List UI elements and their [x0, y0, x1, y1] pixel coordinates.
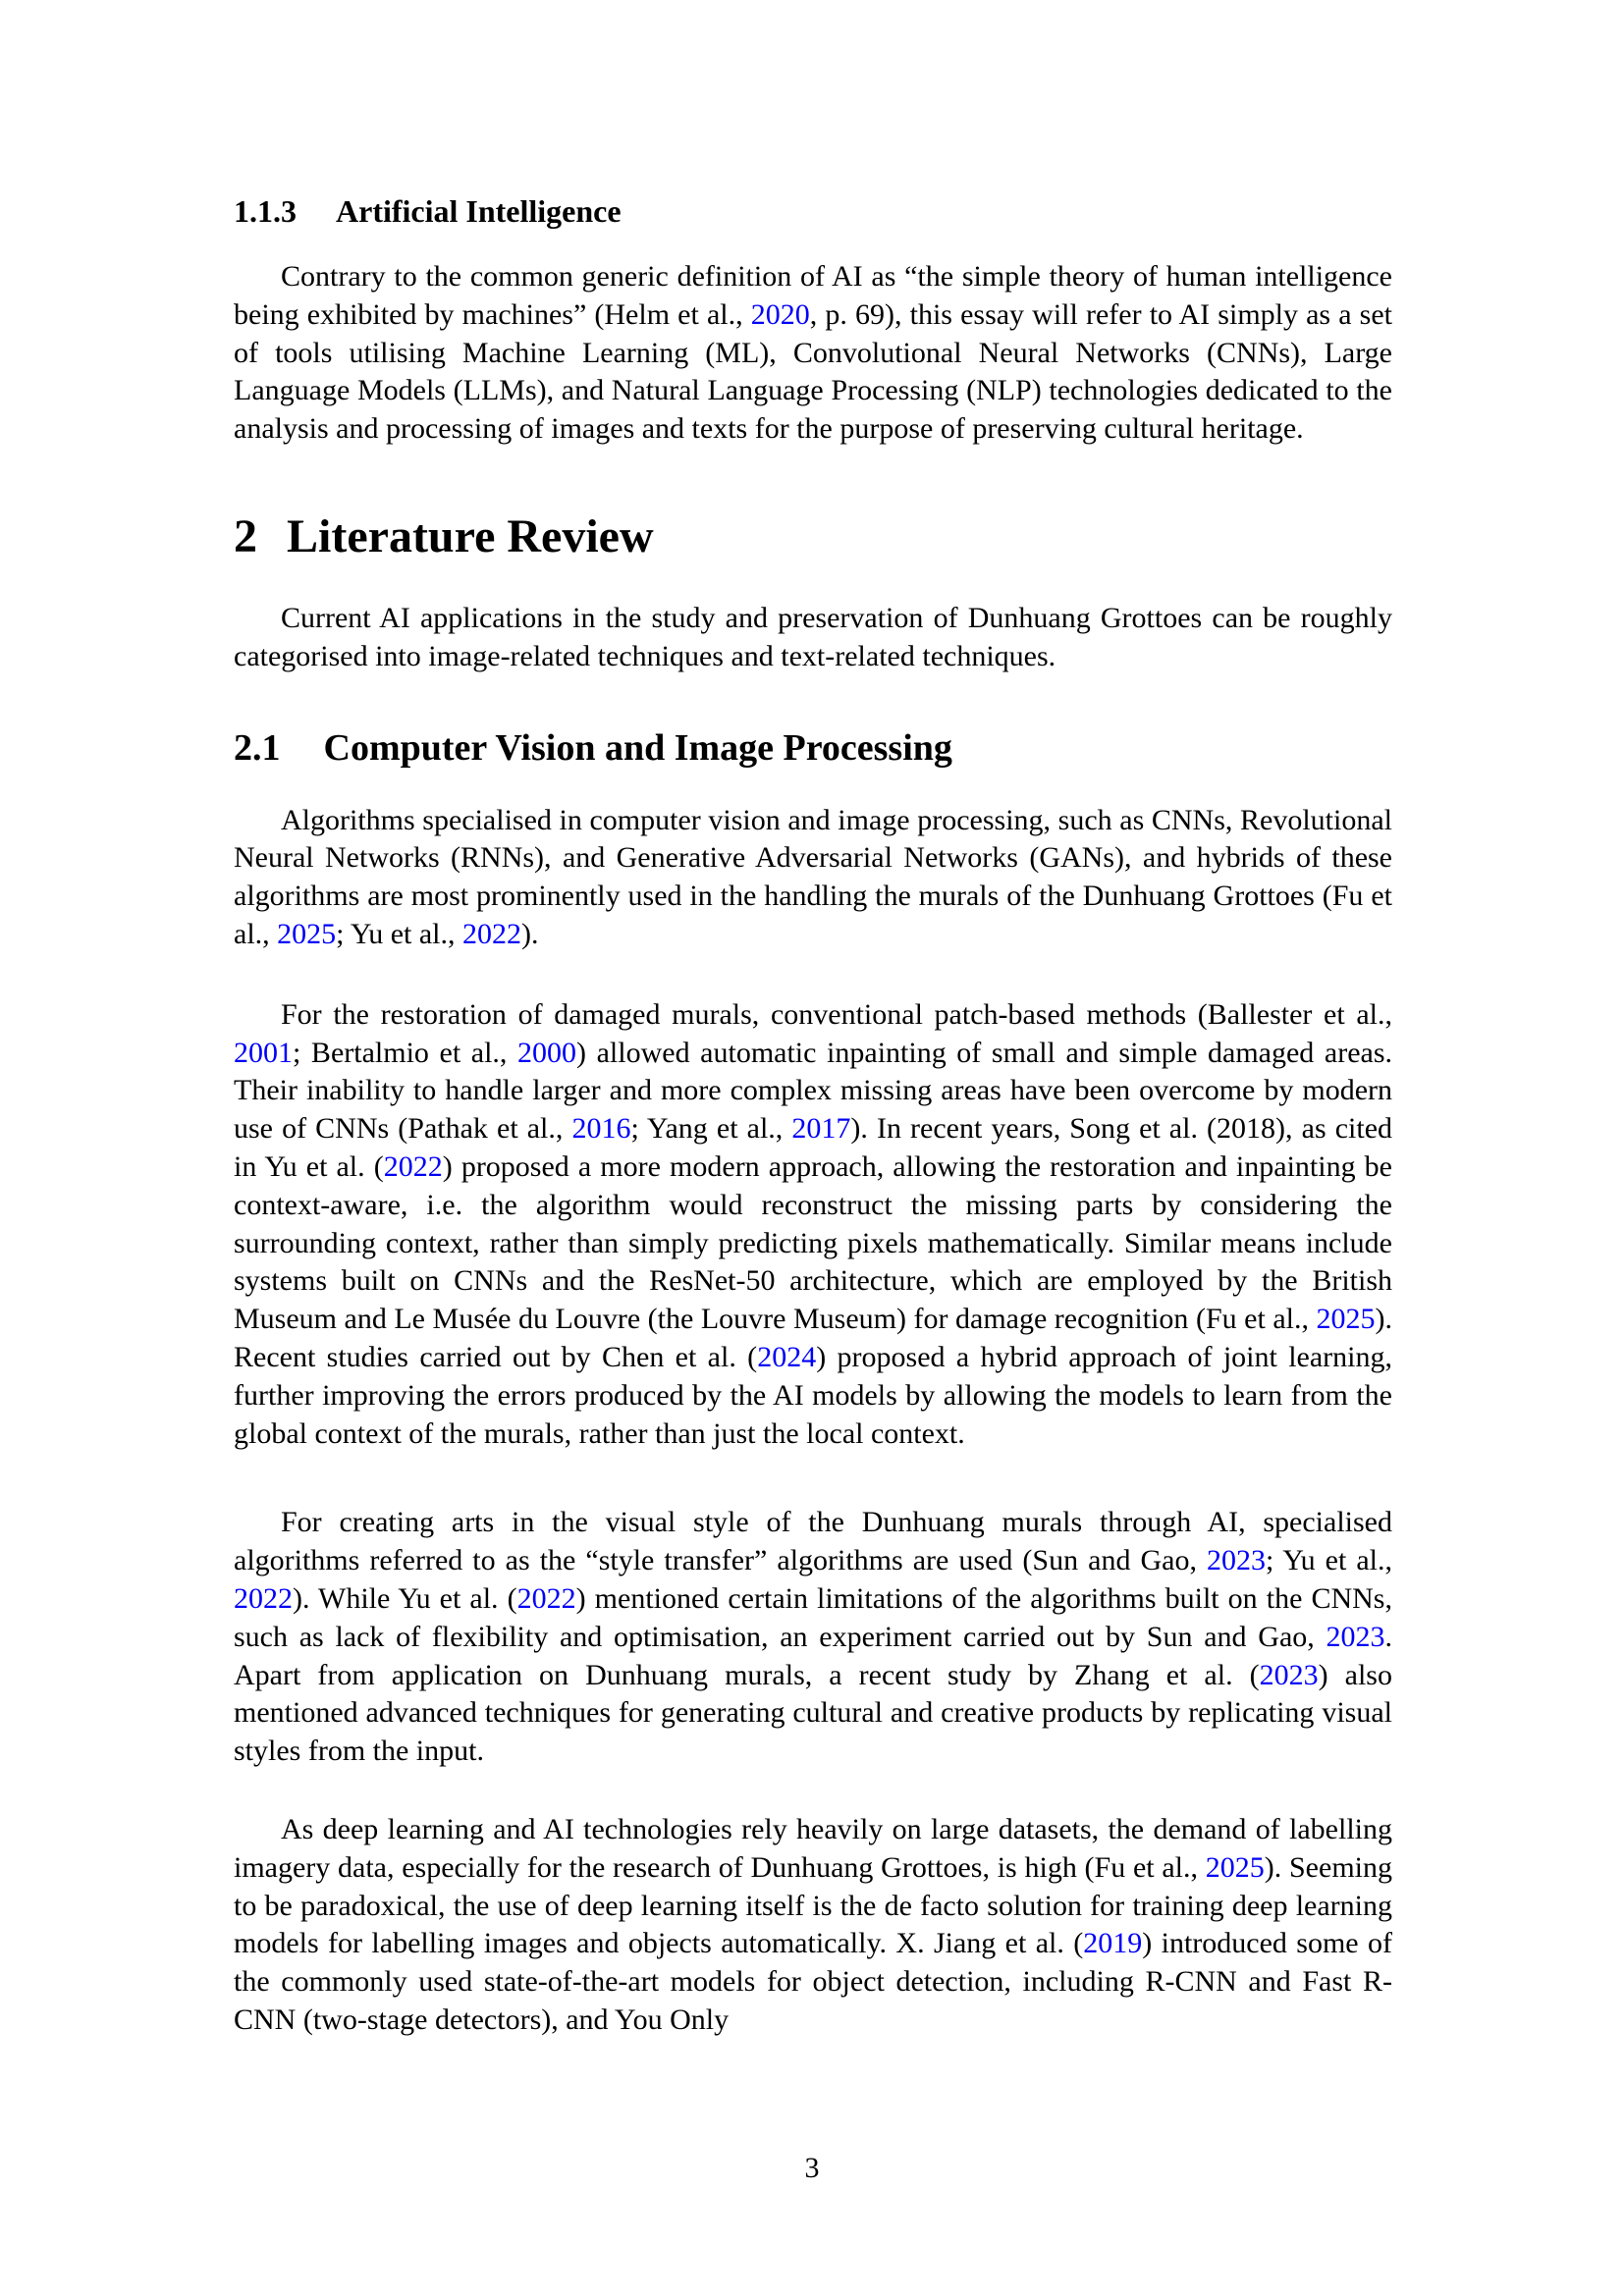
citation-link[interactable]: 2019: [1083, 1927, 1143, 1960]
section-heading: [234, 509, 1392, 564]
text-run: Current AI applications in the study and preservation of Dunhuang Grottoes can be roughly categorised into image-related techniques and text-related techniques.: [234, 601, 1392, 672]
paragraph: [234, 600, 1392, 676]
citation-link[interactable]: 2022: [516, 1581, 576, 1615]
page-number: 3: [804, 2152, 820, 2184]
subsection-heading: [234, 725, 1392, 771]
text-run: ; Yang et al.,: [630, 1112, 792, 1146]
citation-link[interactable]: 2001: [234, 1036, 293, 1069]
text-run: ). In recent years, Song et al. (2018), as cited in Yu et al. (: [234, 1112, 1393, 1183]
citation-link[interactable]: 2022: [234, 1581, 293, 1615]
citation-link[interactable]: 2023: [1207, 1544, 1267, 1577]
text-run: ) proposed a hybrid approach of joint learning, further improving the errors produced by the AI models by allowing the models to learn from the global context of the murals, rather than just the local context.: [234, 1340, 1393, 1450]
text-run: For the restoration of damaged murals, conventional patch-based methods (Ballester et al.,: [281, 997, 1392, 1031]
citation-link[interactable]: 2000: [517, 1036, 577, 1069]
heading-title: Computer Vision and Image Processing: [323, 726, 952, 769]
citation-link[interactable]: 2022: [462, 917, 522, 950]
citation-link[interactable]: 2023: [1326, 1620, 1385, 1653]
citation-link[interactable]: 2016: [571, 1112, 631, 1146]
citation-link[interactable]: 2017: [791, 1112, 851, 1146]
text-run: As deep learning and AI technologies rely heavily on large datasets, the demand of labelling imagery data, especially for the research of Dunhuang Grottoes, is high (Fu et al.,: [234, 1812, 1392, 1884]
text-run: ). Recent studies carried out by Chen et al. (: [234, 1303, 1392, 1373]
text-run: ). Seeming to be paradoxical, the use of deep learning itself is the de facto solution for training deep learning models for labelling images and objects automatically. X. Jiang et al. (: [234, 1850, 1392, 1960]
text-run: ).: [521, 917, 539, 950]
text-run: Algorithms specialised in computer vision and image processing, such as CNNs, Revolutional Neural Networks (RNNs), and Generative Adversarial Networks (GANs), and hybrids of these algorithms are most prominently used in the handling the murals of the Dunhuang Grottoes (Fu et al.,: [234, 803, 1392, 950]
paragraph: [234, 1504, 1392, 1771]
subsubsection-heading: [234, 192, 1392, 230]
paragraph: [234, 1811, 1392, 2040]
text-run: ) allowed automatic inpainting of small and simple damaged areas. Their inability to handle larger and more complex missing areas have been overcome by modern use of CNNs (Pathak et al.,: [234, 1036, 1392, 1146]
text-run: , p. 69), this essay will refer to AI simply as a set of tools utilising Machine Learning (ML), Convolutional Neural Networks (CNNs), Large Language Models (LLMs), and Natural Language Processing (NLP) technologies dedicated to the analysis and processing of images and texts for the purpose of preserving cultural heritage.: [234, 297, 1392, 446]
text-run: For creating arts in the visual style of the Dunhuang murals through AI, specialised algorithms referred to as the “style transfer” algorithms are used (Sun and Gao,: [234, 1506, 1392, 1577]
citation-link[interactable]: 2025: [1205, 1850, 1265, 1884]
heading-number: 2: [234, 509, 257, 562]
text-run: Contrary to the common generic definition of AI as “the simple theory of human intelligence being exhibited by machines” (Helm et al.,: [234, 260, 1392, 331]
text-run: ). While Yu et al. (: [293, 1581, 517, 1615]
heading-title: Literature Review: [287, 509, 654, 562]
heading-number: 1.1.3: [234, 193, 297, 229]
paragraph: [234, 802, 1392, 954]
citation-link[interactable]: 2025: [1316, 1303, 1376, 1336]
text-run: ; Yu et al.,: [336, 917, 463, 950]
page-footer: [0, 2150, 1624, 2187]
citation-link[interactable]: 2020: [750, 297, 810, 331]
text-run: ) also mentioned advanced techniques for generating cultural and creative products by replicating visual styles from the input.: [234, 1658, 1392, 1768]
text-run: ) mentioned certain limitations of the algorithms built on the CNNs, such as lack of flexibility and optimisation, an experiment carried out by Sun and Gao,: [234, 1581, 1392, 1653]
text-run: ) proposed a more modern approach, allowing the restoration and inpainting be context-aware, i.e. the algorithm would reconstruct the missing parts by considering the surrounding context, rather than simply predicting pixels mathematically. Similar means include systems built on CNNs and the ResNet-50 architecture, which are employed by the British Museum and Le Musée du Louvre (the Louvre Museum) for damage recognition (Fu et al.,: [234, 1149, 1392, 1336]
citation-link[interactable]: 2025: [277, 917, 337, 950]
text-column: [234, 0, 1392, 2040]
text-run: ; Bertalmio et al.,: [293, 1036, 518, 1069]
citation-link[interactable]: 2023: [1259, 1658, 1319, 1691]
citation-link[interactable]: 2022: [383, 1149, 443, 1183]
paragraph: [234, 258, 1392, 449]
heading-number: 2.1: [234, 726, 281, 769]
text-run: ) introduced some of the commonly used state-of-the-art models for object detection, including R-CNN and Fast R-CNN (two-stage detectors), and You Only: [234, 1927, 1392, 2036]
text-run: . Apart from application on Dunhuang murals, a recent study by Zhang et al. (: [234, 1620, 1392, 1691]
text-run: ; Yu et al.,: [1266, 1544, 1392, 1577]
paragraph: [234, 996, 1392, 1454]
heading-title: Artificial Intelligence: [336, 193, 622, 229]
citation-link[interactable]: 2024: [757, 1340, 817, 1373]
